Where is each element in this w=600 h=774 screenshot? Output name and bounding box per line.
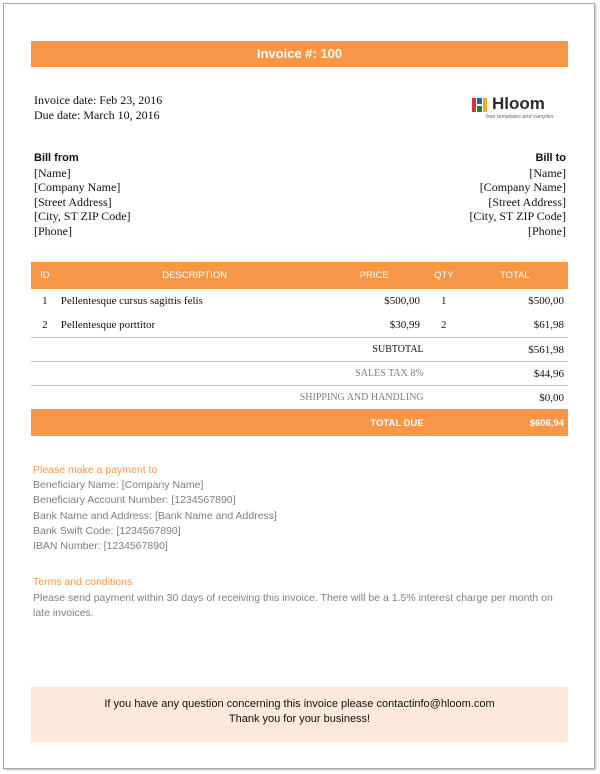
terms-text: Please send payment within 30 days of receiving this invoice. There will be a 1.5% interest charge per month on late invoices. — [33, 591, 553, 619]
shipping-row — [31, 386, 568, 410]
bill-from-street: [Street Address] — [34, 194, 112, 209]
header-id: ID — [31, 262, 59, 289]
bank-swift-code: Bank Swift Code: [1234567890] — [33, 524, 181, 537]
subtotal-label: SUBTOTAL — [31, 338, 466, 362]
header-total: TOTAL — [466, 262, 568, 289]
total-due-label: TOTAL DUE — [31, 410, 466, 437]
footer-contact-line: If you have any question concerning this invoice please contactinfo@hloom.com — [104, 698, 495, 710]
invoice-date: Invoice date: Feb 23, 2016 — [34, 93, 163, 107]
iban-number: IBAN Number: [1234567890] — [33, 540, 168, 553]
bill-to-name: [Name] — [529, 165, 566, 180]
payment-heading: Please make a payment to — [33, 464, 158, 476]
header-description: DESCRIPTION — [59, 262, 329, 289]
table-header-row — [31, 262, 568, 289]
bill-from-company: [Company Name] — [34, 180, 121, 195]
subtotal-value: $561,98 — [466, 338, 568, 362]
row-description: Pellentesque cursus sagittis felis — [60, 295, 203, 307]
items-table — [31, 262, 568, 436]
bill-from-heading: Bill from — [34, 152, 79, 164]
logo-name: Hloom — [492, 94, 545, 113]
invoice-dates — [34, 93, 162, 123]
header-qty: QTY — [422, 262, 466, 289]
terms-section — [33, 575, 568, 622]
row-price: $30,99 — [389, 319, 420, 331]
bill-to-company: [Company Name] — [479, 180, 566, 195]
terms-heading: Terms and conditions — [33, 576, 133, 588]
row-description: Pellentesque porttitor — [60, 319, 156, 331]
sales-tax-value: $44,96 — [466, 362, 568, 386]
due-date: Due date: March 10, 2016 — [34, 108, 160, 122]
bill-from-block — [34, 151, 131, 239]
bill-to-city: [City, ST ZIP Code] — [469, 209, 566, 224]
total-due-row — [31, 410, 568, 437]
shipping-value: $0,00 — [466, 386, 568, 410]
subtotal-row — [31, 338, 568, 362]
shipping-label: SHIPPING AND HANDLING — [31, 386, 466, 410]
invoice-title: Invoice #: 100 — [31, 41, 568, 67]
beneficiary-name: Beneficiary Name: [Company Name] — [33, 479, 204, 492]
row-id: 1 — [42, 295, 48, 307]
logo-tagline: free templates and samples — [486, 114, 554, 120]
row-price: $500,00 — [384, 295, 420, 307]
sales-tax-label: SALES TAX 8% — [31, 362, 466, 386]
beneficiary-account: Beneficiary Account Number: [1234567890] — [33, 494, 236, 507]
table-row — [31, 313, 568, 338]
hloom-logo — [472, 94, 568, 123]
footer-note — [31, 687, 568, 742]
row-total: $61,98 — [533, 319, 564, 331]
bill-to-phone: [Phone] — [528, 223, 566, 238]
sales-tax-row — [31, 362, 568, 386]
bill-from-phone: [Phone] — [34, 223, 72, 238]
row-qty: 2 — [441, 319, 447, 331]
bill-from-name: [Name] — [34, 165, 71, 180]
payment-section — [33, 463, 277, 554]
bill-to-street: [Street Address] — [488, 194, 566, 209]
table-row — [31, 289, 568, 313]
bank-name-address: Bank Name and Address: [Bank Name and Address] — [33, 509, 277, 522]
bill-to-block — [469, 151, 566, 239]
row-id: 2 — [42, 319, 48, 331]
header-price: PRICE — [329, 262, 422, 289]
footer-thanks-line: Thank you for your business! — [228, 713, 371, 725]
row-total: $500,00 — [528, 295, 564, 307]
bill-to-heading: Bill to — [535, 152, 566, 164]
bill-from-city: [City, ST ZIP Code] — [34, 209, 131, 224]
total-due-value: $606,94 — [466, 410, 568, 437]
row-qty: 1 — [441, 295, 447, 307]
hloom-logo-icon — [472, 97, 488, 113]
